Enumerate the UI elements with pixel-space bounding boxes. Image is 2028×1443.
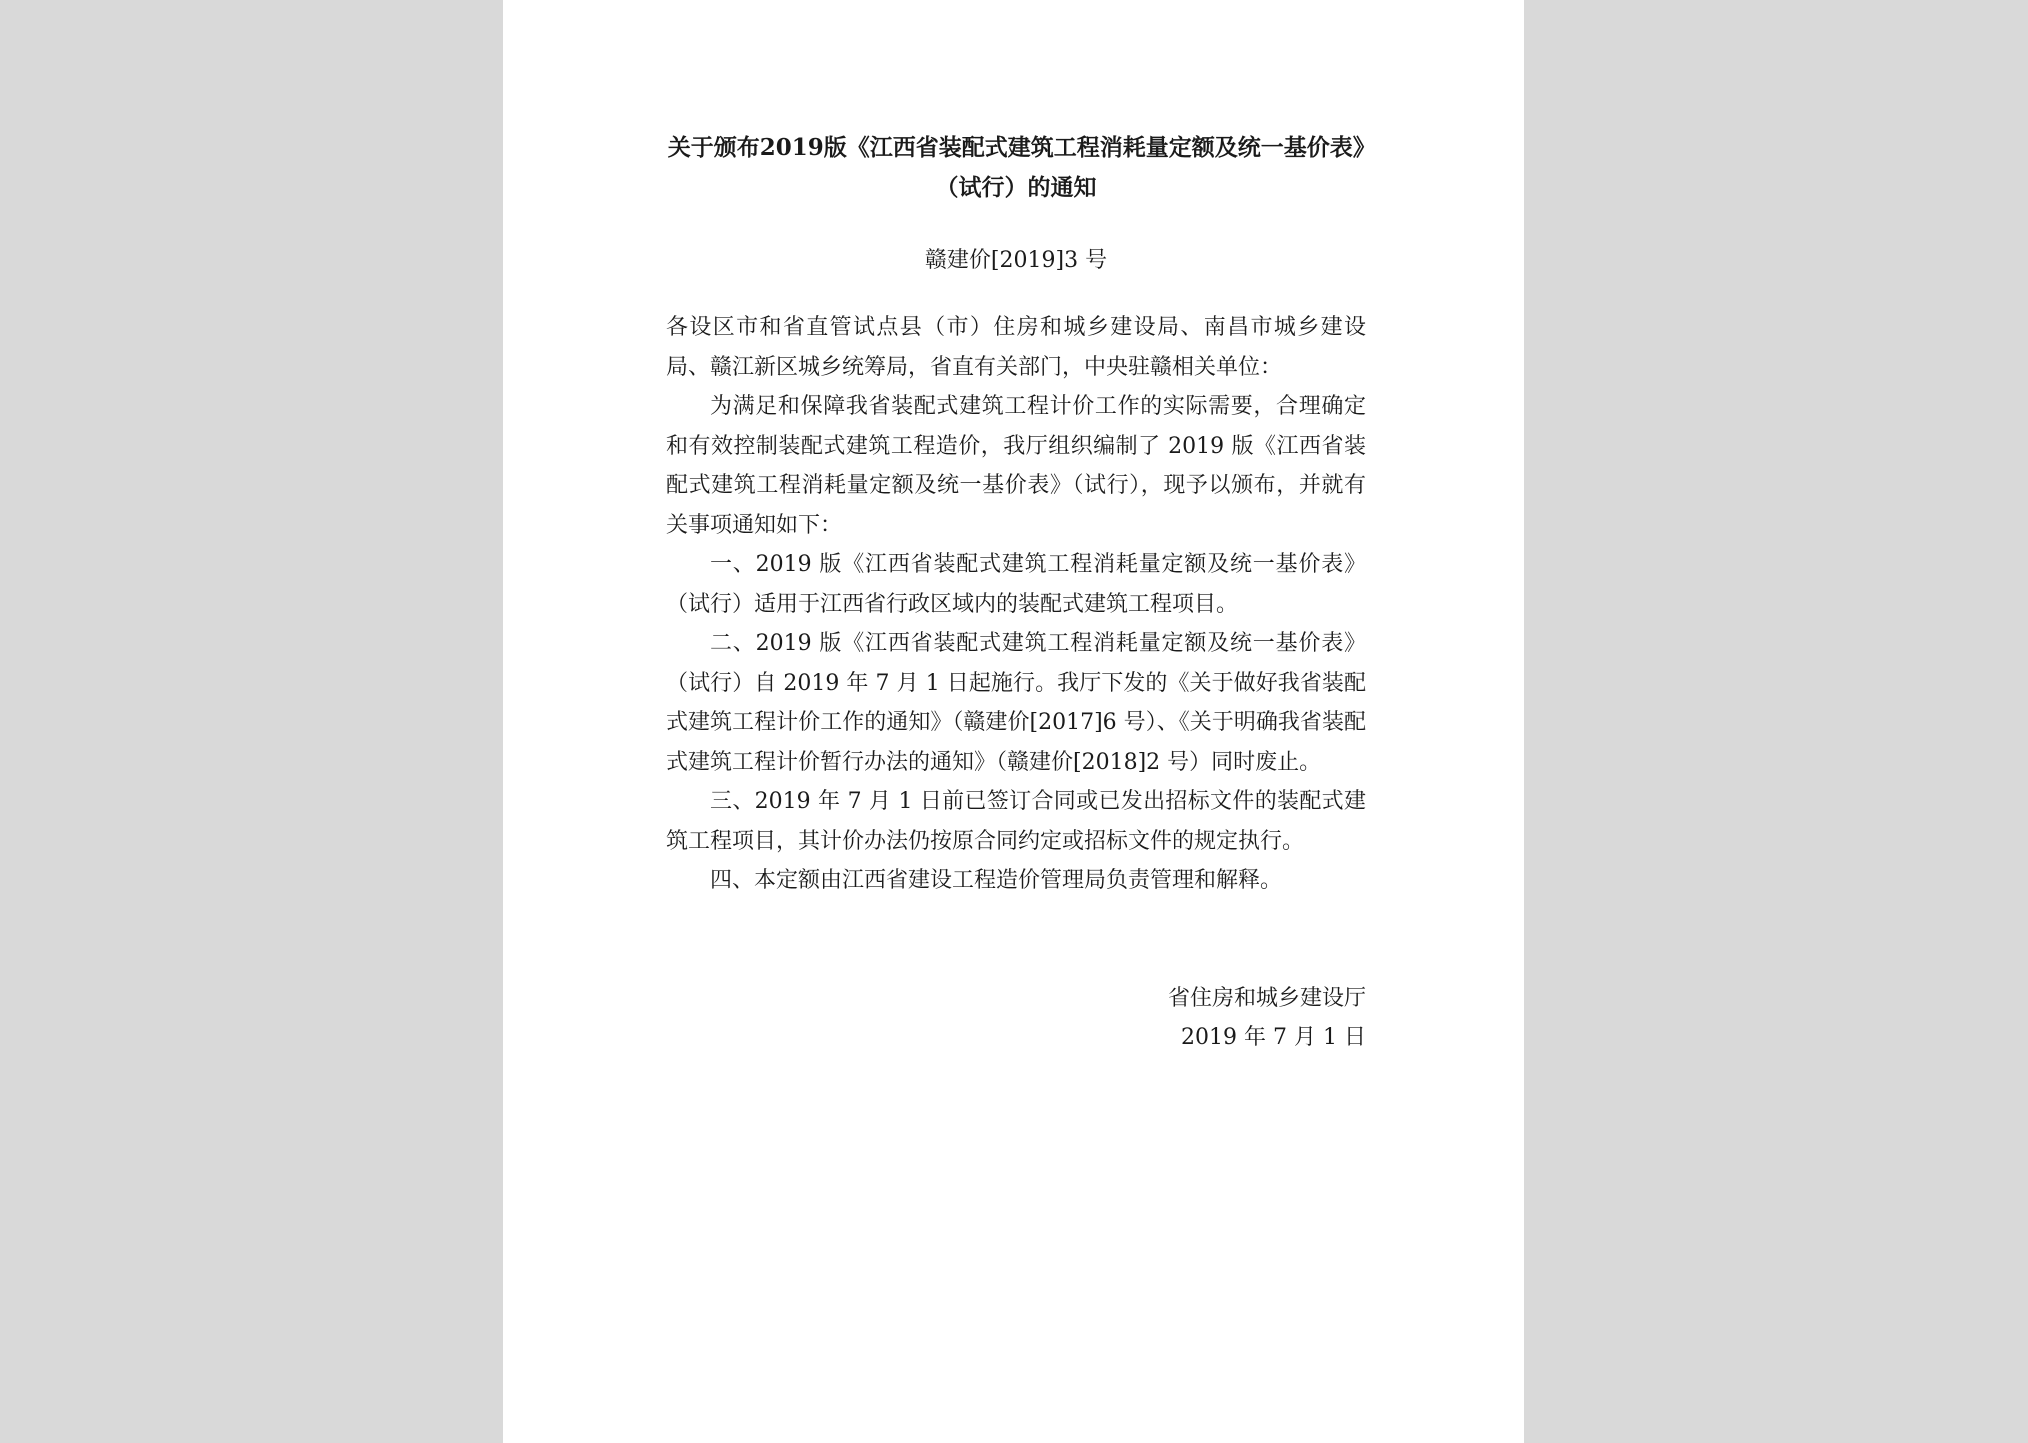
issue-date: 2019 年 7 月 1 日 (1181, 1025, 1366, 1050)
paragraph-intro: 为满足和保障我省装配式建筑工程计价工作的实际需要，合理确定和有效控制装配式建筑工程造价，我厅组织编制了 2019 版《江西省装配式建筑工程消耗量定额及统一基价表》（试行），现予以颁布，并就有关事项通知如下： (666, 394, 1366, 538)
addressee: 各设区市和省直管试点县（市）住房和城乡建设局、南昌市城乡建设局、赣江新区城乡统筹局，省直有关部门，中央驻赣相关单位： (666, 315, 1366, 380)
signature-block (666, 979, 1366, 1058)
issuer-name: 省住房和城乡建设厅 (1167, 985, 1366, 1011)
paragraph-item-4: 四、本定额由江西省建设工程造价管理局负责管理和解释。 (710, 868, 1283, 893)
document-content (666, 128, 1366, 1058)
paragraph-item-2: 二、2019 版《江西省装配式建筑工程消耗量定额及统一基价表》（试行）自 2019 年 7 月 1 日起施行。我厅下发的《关于做好我省装配式建筑工程计价工作的通知》（赣建价[2017]6 号）、《关于明确我省装配式建筑工程计价暂行办法的通知》（赣建价[2018]2 号）同时废止。 (666, 631, 1366, 775)
document-title: 关于颁布2019版《江西省装配式建筑工程消耗量定额及统一基价表》（试行）的通知 (667, 134, 1365, 201)
paragraph-item-3: 三、2019 年 7 月 1 日前已签订合同或已发出招标文件的装配式建筑工程项目，其计价办法仍按原合同约定或招标文件的规定执行。 (666, 789, 1366, 854)
document-number: 赣建价[2019]3 号 (924, 248, 1108, 273)
paragraph-item-1: 一、2019 版《江西省装配式建筑工程消耗量定额及统一基价表》（试行）适用于江西省行政区域内的装配式建筑工程项目。 (666, 552, 1366, 617)
document-page (503, 0, 1524, 1443)
